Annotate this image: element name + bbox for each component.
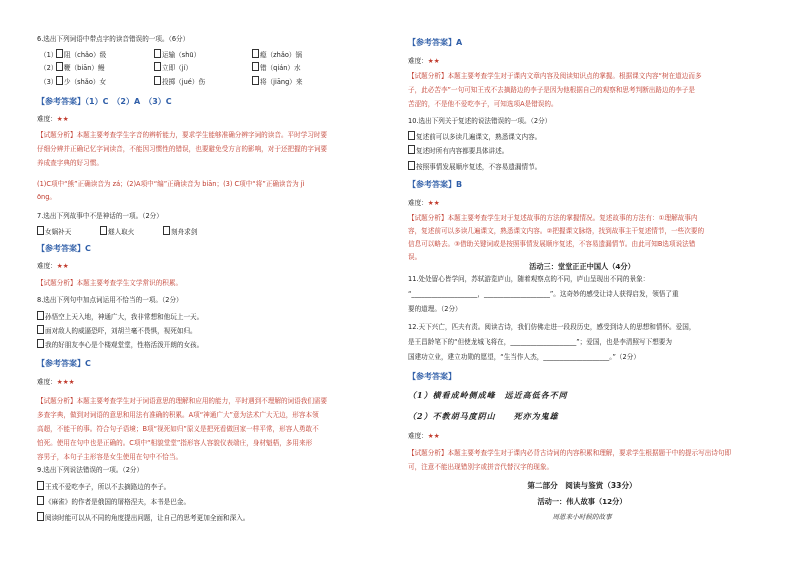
q10-analysis-line: 信息可以略去。③借助关键词或是按照事情发展顺序复述，不容易遗漏情节。由此可知B选项说法错: [408, 240, 696, 248]
checkbox-b: [408, 145, 415, 154]
q6-analysis-line: 仔细分辨并正确记忆字词读音，不能因习惯性的错误，也要避免受方言的影响，对于还把握的字词要: [37, 145, 328, 153]
q8-analysis-line: 多查字典，做到对词语的意思和用法有准确的积累。A项“神通广大”意为法术广大无边，形容本领: [37, 411, 319, 419]
q6-title: 6.选出下列词语中带点字的读音错误的一项。（6分）: [37, 35, 190, 43]
q11-12-difficulty: 难度：★★: [408, 432, 440, 440]
q8-answer: 【参考答案】C: [37, 359, 91, 368]
q7-difficulty: 难度：★★: [37, 262, 69, 270]
q10-difficulty: 难度：★★: [408, 199, 440, 207]
part2-heading: 第二部分 阅读与鉴赏（33分）: [527, 481, 637, 490]
checkbox-a: [56, 62, 63, 71]
q8-analysis-line: 高超，不能干的事。符合句子语境；B项“视死如归”原义是把死看做回家一样平常，形容人勇敢不: [37, 425, 319, 433]
q8-option-a: 孙悟空上天入地，神通广大，我非常想和他玩上一天。: [37, 311, 203, 322]
q8-option-c: 我的好朋友李心是个楼观堂堂，性格活泼开朗的女孩。: [37, 339, 203, 350]
q11-text: “____________________，____________________”。这奇妙的感受让诗人获得启发，领悟了重: [408, 290, 679, 298]
checkbox-a: [37, 226, 44, 235]
story-title: 周恩来小时候的故事: [552, 513, 612, 521]
q8-analysis-line: 怕死。使用在句中也是正确的。C项中“相貌堂堂”指形容人容貌仪表端庄，身材魁梧，多用来形: [37, 439, 313, 447]
q9-analysis-line: 子，此必苦李”一句可知王戎不去摘路边的李子是因为他根据自己的观察和思考判断出路边的李子是: [408, 86, 695, 94]
q11-text: 要的道理。（2分）: [408, 305, 462, 313]
q11-text: 11.处处留心皆学问，苏轼游览庐山，随着观察点的不同，庐山呈现出不同的景象：: [408, 275, 650, 283]
checkbox-a: [56, 76, 63, 85]
q11-12-analysis-line: 可，注意不能出现错别字或拼音代替汉字的现象。: [408, 463, 554, 471]
answer-line-2: （2）不教胡马度阴山 死亦为鬼雄: [408, 411, 559, 421]
activity3-heading: 活动三：堂堂正正中国人（4分）: [529, 262, 635, 271]
checkbox-b: [37, 325, 44, 334]
checkbox-a: [408, 131, 415, 140]
checkbox-b: [100, 226, 107, 235]
checkbox-c: [252, 62, 259, 71]
q6-analysis-line: ōng。: [37, 193, 56, 201]
q6-analysis-line: 养成查字典的好习惯。: [37, 159, 103, 167]
checkbox-a: [37, 481, 44, 490]
checkbox-c: [163, 226, 170, 235]
q9-option-b: 《麻雀》的作者是俄国的屠格涅夫，本书是巴金。: [37, 496, 190, 507]
checkbox-a: [56, 49, 63, 58]
q8-title: 8.选出下列句中加点词运用不恰当的一项。（2分）: [37, 296, 183, 304]
q6-row-3: （3） 少（shǎo）女 投掷（jué）伤 将（jiāng）来: [40, 78, 303, 86]
q7-analysis: 【试题分析】本题主要考查学生文学常识的积累。: [37, 279, 183, 287]
checkbox-c: [252, 76, 259, 85]
checkbox-a: [37, 311, 44, 320]
q10-option-b: 复述时所有内容都要具体讲述。: [408, 145, 508, 156]
checkbox-b: [154, 76, 161, 85]
q6-row-1: （1） 阻（chǎo）级 运输（shū） 瘾（zhǎo）锅: [40, 51, 303, 59]
q6-answer: 【参考答案】（1）C （2）A （3）C: [37, 97, 172, 106]
q7-options: 女娲补天 燧人取火 刻舟求剑: [37, 226, 197, 237]
q9-title: 9.选出下列说法错误的一项。（2分）: [37, 466, 144, 474]
q9-analysis-line: 苦涩的，不是他不爱吃李子，可知选项A是错误的。: [408, 100, 558, 108]
checkbox-c: [37, 339, 44, 348]
q12-text: 国建功立业，建立功勋的愿望，“生当作人杰，____________________。”（2分）: [408, 353, 640, 361]
q12-text: 12.天下兴亡，匹夫有责。阅读古诗，我们仿佛走进一段段历史，感受到诗人的思想和情怀。爱国，: [408, 323, 696, 331]
checkbox-c: [37, 512, 44, 521]
q10-analysis-line: 【试题分析】本题主要考查学生对于复述故事的方法的掌握情况。复述故事的方法有：①理解故事内: [408, 214, 698, 222]
q9-option-a: 王戎不爱吃李子，所以不去摘路边的李子。: [37, 481, 170, 492]
activity1-heading: 活动一：伟人故事（12分）: [537, 497, 627, 506]
checkbox-c: [408, 161, 415, 170]
q6-difficulty: 难度：★★: [37, 115, 69, 123]
q8-option-b: 面对敌人的威逼恐吓，刘胡兰毫不畏惧，视死如归。: [37, 325, 197, 336]
q11-12-answer: 【参考答案】: [408, 372, 456, 381]
answer-line-1: （1）横看成岭侧成峰 远近高低各不同: [408, 390, 568, 400]
q7-answer: 【参考答案】C: [37, 244, 91, 253]
q6-analysis-line: 【试题分析】本题主要考查学生字音的辨析能力，要求学生能够准确分辨字词的读音。平时学习时要: [37, 131, 328, 139]
q10-option-a: 复述前可以多读几遍课文，熟悉课文内容。: [408, 131, 541, 142]
q6-analysis-line: (1)C项中“熊”正确读音为 zá；(2)A项中“编”正确读音为 biān；(3) C项中“将”正确读音为 jì: [37, 180, 305, 188]
q9-answer: 【参考答案】A: [408, 38, 463, 47]
q10-analysis-line: 容，复述前可以多读几遍课文，熟悉课文内容。②把握课文脉络，找到故事主干复述情节，一些次要的: [408, 227, 705, 235]
q10-option-c: 按照事情发展顺序复述，不容易遗漏情节。: [408, 161, 541, 172]
q10-answer: 【参考答案】B: [408, 180, 463, 189]
checkbox-b: [154, 49, 161, 58]
q8-analysis-line: 容男子，本句子主形容是女生使用在句中不恰当。: [37, 453, 183, 461]
q6-row-2: （2） 鞭（biān）鳗 立即（jí） 错（qián）水: [40, 64, 301, 72]
q8-analysis-line: 【试题分析】本题主要考查学生对于词语意思的理解和应用的能力，平时遇到不理解的词语我们需要: [37, 397, 328, 405]
checkbox-b: [154, 62, 161, 71]
q10-analysis-line: 误。: [408, 253, 422, 261]
q9-analysis-line: 【试题分析】本题主要考查学生对于课内文章内容及阅读知识点的掌握。根据课文内容“树在道边而多: [408, 72, 702, 80]
q10-title: 10.选出下列关于复述的说法错误的一项。（2分）: [408, 117, 552, 125]
q8-difficulty: 难度：★★★: [37, 378, 75, 386]
checkbox-b: [37, 496, 44, 505]
q9-option-c: 阅读时能可以从不同的角度提出问题，让自己的思考更加全面和深入。: [37, 512, 249, 523]
checkbox-c: [252, 49, 259, 58]
q12-text: 是王昌龄笔下的“但使龙城飞将在，____________________”；爱国，也是李清照写下想要为: [408, 338, 672, 346]
q7-title: 7.选出下列故事中不是神话的一项。（2分）: [37, 212, 163, 220]
q9-difficulty: 难度：★★: [408, 57, 440, 65]
q11-12-analysis-line: 【试题分析】本题主要考查学生对于课内必背古诗词的内容积累和理解，要求学生根据题干中的提示写出诗句即: [408, 449, 732, 457]
